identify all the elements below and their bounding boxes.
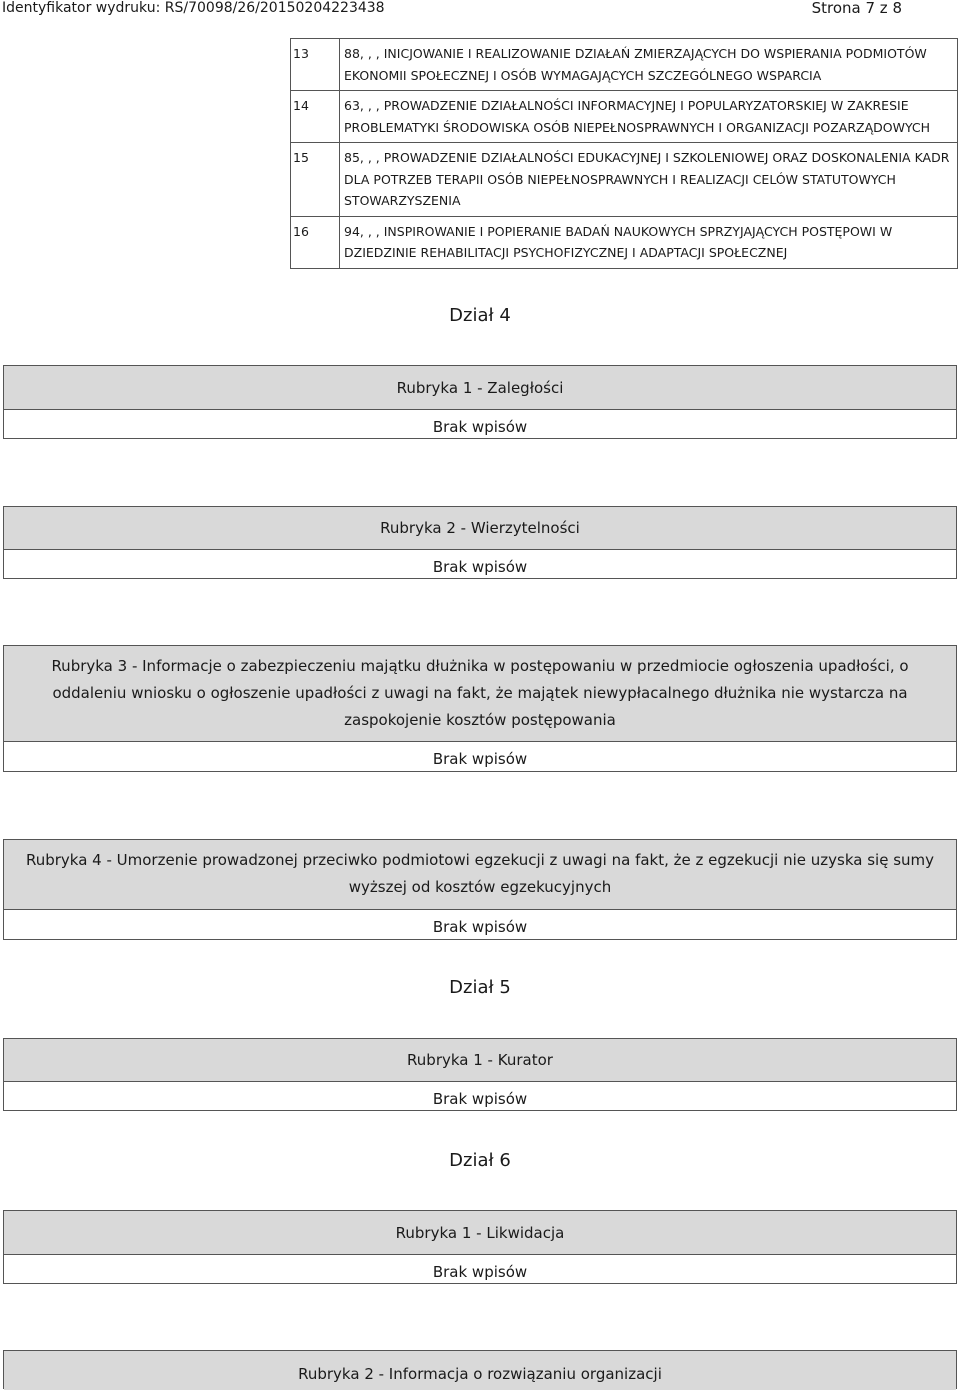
table-row [291, 216, 958, 268]
pkd-activity-table [290, 38, 958, 269]
row-number: 14 [291, 91, 340, 143]
rubryka-wierzytelnosci [3, 506, 957, 579]
page-number: Strona 7 z 8 [811, 0, 902, 17]
row-text: 85, , , PROWADZENIE DZIAŁALNOŚCI EDUKACYJNEJ I SZKOLENIOWEJ ORAZ DOSKONALENIA KADR DLA POTRZEB TERAPII OSÓB NIEPEŁNOSPRAWNYCH I REALIZACJI CELÓW STATUTOWYCH STOWARZYSZENIA [340, 143, 958, 217]
row-number: 16 [291, 216, 340, 268]
table-row [291, 143, 958, 217]
rubryka-title: Rubryka 2 - Informacja o rozwiązaniu organizacji [4, 1351, 956, 1390]
row-text: 94, , , INSPIROWANIE I POPIERANIE BADAŃ NAUKOWYCH SPRZYJAJĄCYCH POSTĘPOWI W DZIEDZINIE REHABILITACJI PSYCHOFIZYCZNEJ I ADAPTACJI SPOŁECZNEJ [340, 216, 958, 268]
section-title-dzial-5: Dział 5 [449, 977, 511, 998]
rubryka-title: Rubryka 3 - Informacje o zabezpieczeniu majątku dłużnika w postępowaniu w przedmiocie ogłoszenia upadłości, o oddaleniu wniosku o ogłoszenie upadłości z uwagi na fakt, że majątek niewypłacalnego dłużnika nie wystarcza na zaspokojenie kosztów postępowania [4, 646, 956, 742]
rubryka-title: Rubryka 4 - Umorzenie prowadzonej przeciwko podmiotowi egzekucji z uwagi na fakt, że z egzekucji nie uzyska się sumy wyższej od kosztów egzekucyjnych [4, 840, 956, 910]
rubryka-body: Brak wpisów [432, 918, 528, 936]
rubryka-rozwiazanie [3, 1350, 957, 1389]
rubryka-body: Brak wpisów [432, 750, 528, 768]
rubryka-body: Brak wpisów [432, 558, 528, 576]
table-row [291, 39, 958, 91]
rubryka-zabezpieczenie [3, 645, 957, 772]
rubryka-body: Brak wpisów [432, 1263, 528, 1281]
section-title-dzial-4: Dział 4 [449, 305, 511, 326]
row-number: 15 [291, 143, 340, 217]
row-text: 88, , , INICJOWANIE I REALIZOWANIE DZIAŁAŃ ZMIERZAJĄCYCH DO WSPIERANIA PODMIOTÓW EKONOMII SPOŁECZNEJ I OSÓB WYMAGAJĄCYCH SZCZEGÓLNEGO WSPARCIA [340, 39, 958, 91]
rubryka-title: Rubryka 1 - Likwidacja [4, 1211, 956, 1255]
rubryka-kurator [3, 1038, 957, 1111]
rubryka-title: Rubryka 1 - Zaległości [4, 366, 956, 410]
rubryka-title: Rubryka 2 - Wierzytelności [4, 507, 956, 550]
rubryka-title: Rubryka 1 - Kurator [4, 1039, 956, 1082]
row-number: 13 [291, 39, 340, 91]
rubryka-zaleglosci [3, 365, 957, 439]
rubryka-likwidacja [3, 1210, 957, 1284]
print-identifier: Identyfikator wydruku: RS/70098/26/20150204223438 [2, 0, 385, 16]
rubryka-body: Brak wpisów [432, 418, 528, 436]
table-row [291, 91, 958, 143]
row-text: 63, , , PROWADZENIE DZIAŁALNOŚCI INFORMACYJNEJ I POPULARYZATORSKIEJ W ZAKRESIE PROBLEMATYKI ŚRODOWISKA OSÓB NIEPEŁNOSPRAWNYCH I ORGANIZACJI POZARZĄDOWYCH [340, 91, 958, 143]
rubryka-body: Brak wpisów [432, 1090, 528, 1108]
rubryka-umorzenie [3, 839, 957, 940]
section-title-dzial-6: Dział 6 [449, 1150, 511, 1171]
